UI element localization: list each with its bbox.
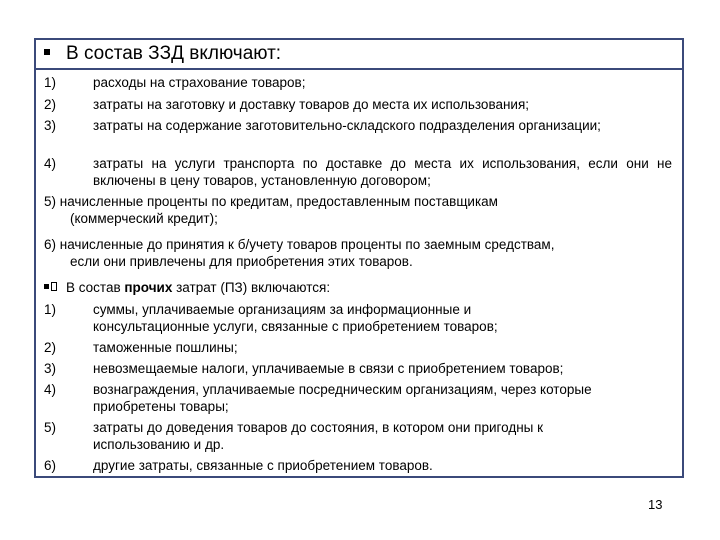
item-text: невозмещаемые налоги, уплачиваемые в связи с приобретением товаров; [93,361,564,376]
item-text-line1: 5) начисленные проценты по кредитам, предоставленным поставщикам [44,194,498,209]
item-number: 3) [44,361,57,376]
item-number: 2) [44,340,57,355]
item-text: затраты на содержание заготовительно-складского подразделения организации; [93,118,601,133]
sub-heading-before: В состав [66,280,125,295]
item-number: 1) [44,302,57,317]
item-text: вознаграждения, уплачиваемые посредническим организациям, через которые приобретены товары; [93,382,592,414]
sub-heading-bold: прочих [124,280,173,295]
item-number: 6) [44,458,57,473]
slide-header [36,40,682,70]
item-text: затраты на услуги транспорта по доставке до места их использования, если они не включены в цену товаров, установленную договором; [93,156,672,188]
item-text-line1: 6) начисленные до принятия к б/учету товаров проценты по заемным средствам, [44,237,555,252]
item-text: расходы на страхование товаров; [93,75,306,90]
item-text: другие затраты, связанные с приобретением товаров. [93,458,433,473]
item-number: 1) [44,75,57,90]
missing-glyph-icon [51,282,57,291]
item-number: 2) [44,97,57,112]
sub-heading-after: затрат (ПЗ) включаются: [172,280,331,295]
item-text-line2: (коммерческий кредит); [70,211,218,226]
slide-content [36,70,682,476]
item-text: затраты на заготовку и доставку товаров до места их использования; [93,97,530,112]
page-number: 13 [648,497,663,512]
item-text: суммы, уплачиваемые организациям за информационные и консультационные услуги, связанные с приобретением товаров; [93,302,498,334]
slide-frame [34,38,684,478]
bullet-icon [44,284,49,289]
item-text-line2: если они привлечены для приобретения этих товаров. [70,254,413,269]
item-text: затраты до доведения товаров до состояния, в котором они пригодны к использованию и др. [93,420,544,452]
item-number: 5) [44,420,57,435]
item-number: 4) [44,382,57,397]
bullet-icon [44,49,50,55]
item-number: 3) [44,118,57,133]
item-text: таможенные пошлины; [93,340,238,355]
slide-title: В состав ЗЗД включают: [66,43,282,64]
item-number: 4) [44,156,57,171]
